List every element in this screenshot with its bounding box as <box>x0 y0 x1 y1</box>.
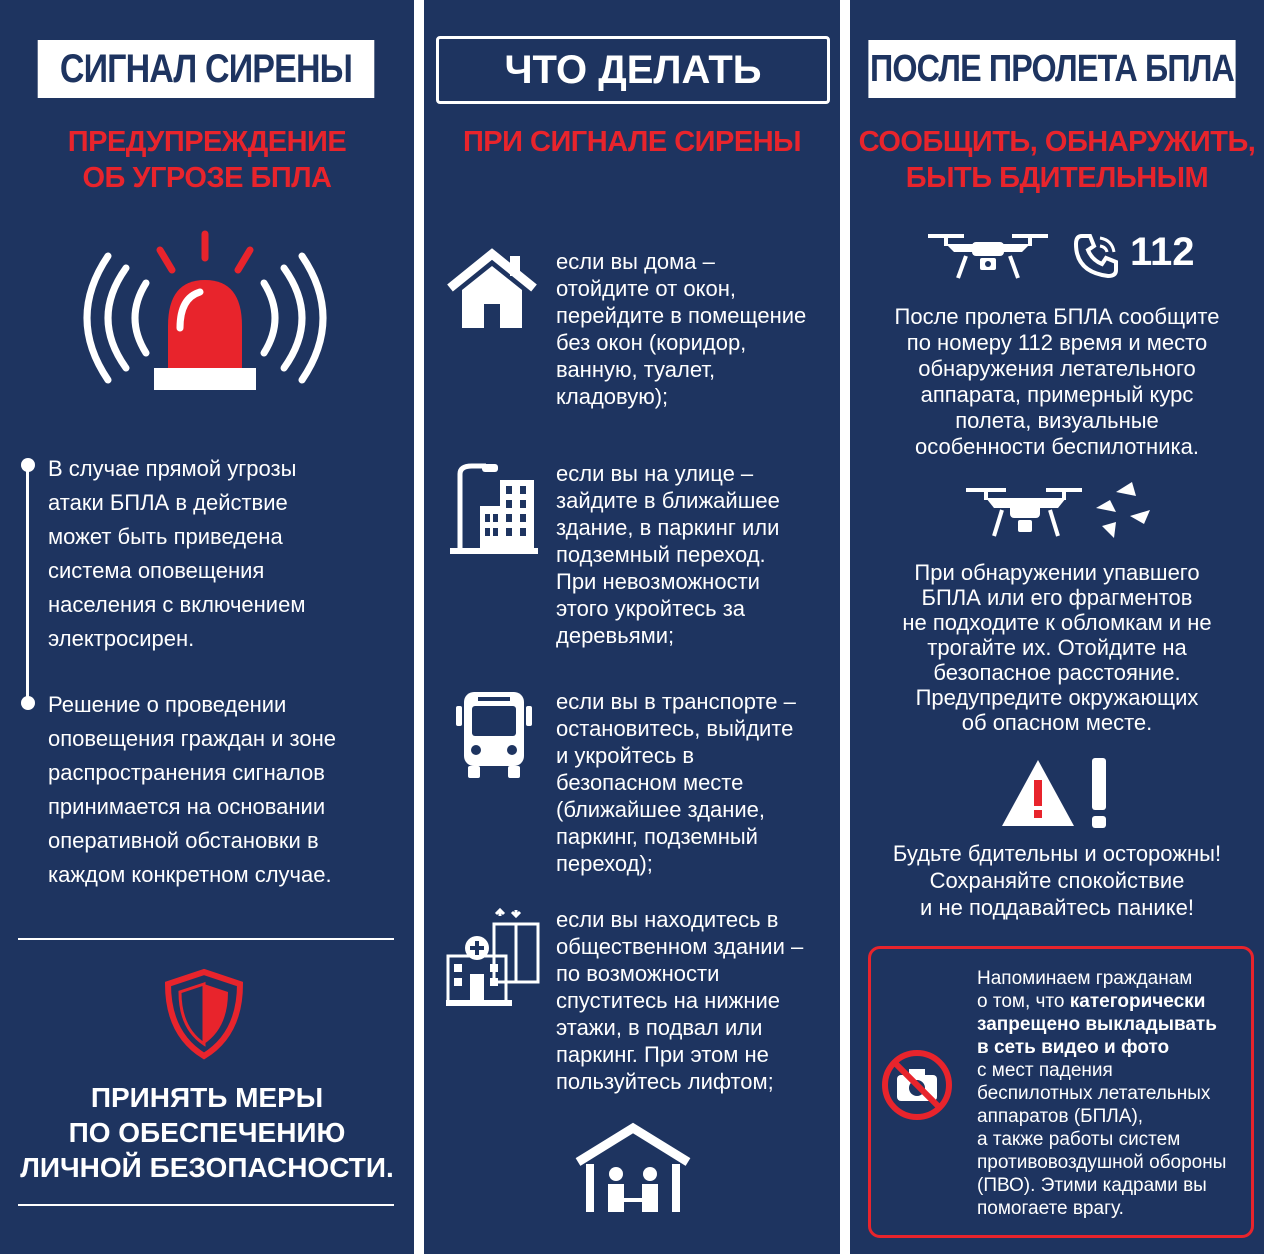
header-siren-signal: СИГНАЛ СИРЕНЫ <box>38 40 375 98</box>
bullet-dot <box>21 696 35 710</box>
report-instructions: После пролета БПЛА сообщите по номеру 112 время и место обнаружения летательного аппарата, примерный курс полета, визуальные особенности беспилотника. <box>894 304 1220 459</box>
city-street-icon <box>446 460 542 556</box>
instruction-on-street: если вы на улице – зайдите в ближайшее здание, в паркинг или подземный переход. При невозможности этого укройтесь за деревьями; <box>556 461 780 648</box>
public-building-elevator-icon <box>444 906 544 1010</box>
warning-box <box>868 946 1254 1238</box>
subtitle-on-siren: ПРИ СИГНАЛЕ СИРЕНЫ <box>462 126 802 158</box>
subtitle-report-detect: СООБЩИТЬ, ОБНАРУЖИТЬ, БЫТЬ БДИТЕЛЬНЫМ <box>858 126 1256 194</box>
no-camera-icon <box>881 1049 953 1121</box>
warning-text: Напоминаем гражданам о том, что категорически запрещено выкладывать в сеть видео и фото с мест падения беспилотных летательных аппаратов (БПЛА), а также работы систем противовоздушной обороны (ПВО). Этими кадрами вы помогаете врагу. <box>977 968 1227 1219</box>
subtitle-drone-warning: ПРЕДУПРЕЖДЕНИЕ ОБ УГРОЗЕ БПЛА <box>67 126 347 194</box>
divider <box>18 1204 394 1206</box>
bullet-connector-line <box>26 462 29 702</box>
siren-icon <box>80 228 330 393</box>
header-what-to-do: ЧТО ДЕЛАТЬ <box>436 36 830 104</box>
warning-icon <box>1000 756 1116 830</box>
bullet-text-2: Решение о проведении оповещения граждан и зоне распространения сигналов принимается на основании оперативной обстановки в каждом конкретном случае. <box>48 692 337 887</box>
footer-take-measures: ПРИНЯТЬ МЕРЫ ПО ОБЕСПЕЧЕНИЮ ЛИЧНОЙ БЕЗОПАСНОСТИ. <box>20 1082 394 1183</box>
instruction-at-home: если вы дома – отойдите от окон, перейдите в помещение без окон (коридор, ванную, туалет, кладовую); <box>556 249 807 409</box>
column-siren-signal <box>0 0 414 1254</box>
shield-icon <box>162 968 246 1060</box>
column-what-to-do <box>424 0 840 1254</box>
header-after-drone: ПОСЛЕ ПРОЛЕТА БПЛА <box>868 40 1235 98</box>
debris-instructions: При обнаружении упавшего БПЛА или его фрагментов не подходите к обломкам и не трогайте их. Отойдите на безопасное расстояние. Предупредите окружающих об опасном месте. <box>902 560 1212 735</box>
bus-icon <box>454 690 534 780</box>
bullet-text-1: В случае прямой угрозы атаки БПЛА в действие может быть приведена система оповещения населения с включением электросирен. <box>48 456 306 651</box>
instruction-in-transport: если вы в транспорте – остановитесь, выйдите и укройтесь в безопасном месте (ближайшее здание, паркинг, подземный переход); <box>556 689 796 876</box>
divider <box>18 938 394 940</box>
shelter-icon <box>572 1122 694 1218</box>
drone-icon <box>928 228 1048 282</box>
phone-number-112: 112 <box>1130 230 1195 274</box>
instruction-public-building: если вы находитесь в общественном здании – по возможности спуститесь на нижние этажи, в подвал или паркинг. При этом не пользуйтесь лифтом; <box>556 907 804 1094</box>
phone-icon <box>1072 232 1120 280</box>
house-icon <box>446 248 538 332</box>
bullet-dot <box>21 458 35 472</box>
vigilance-message: Будьте бдительны и осторожны! Сохраняйте спокойствие и не поддавайтесь панике! <box>892 841 1222 920</box>
broken-drone-icon <box>966 478 1162 548</box>
